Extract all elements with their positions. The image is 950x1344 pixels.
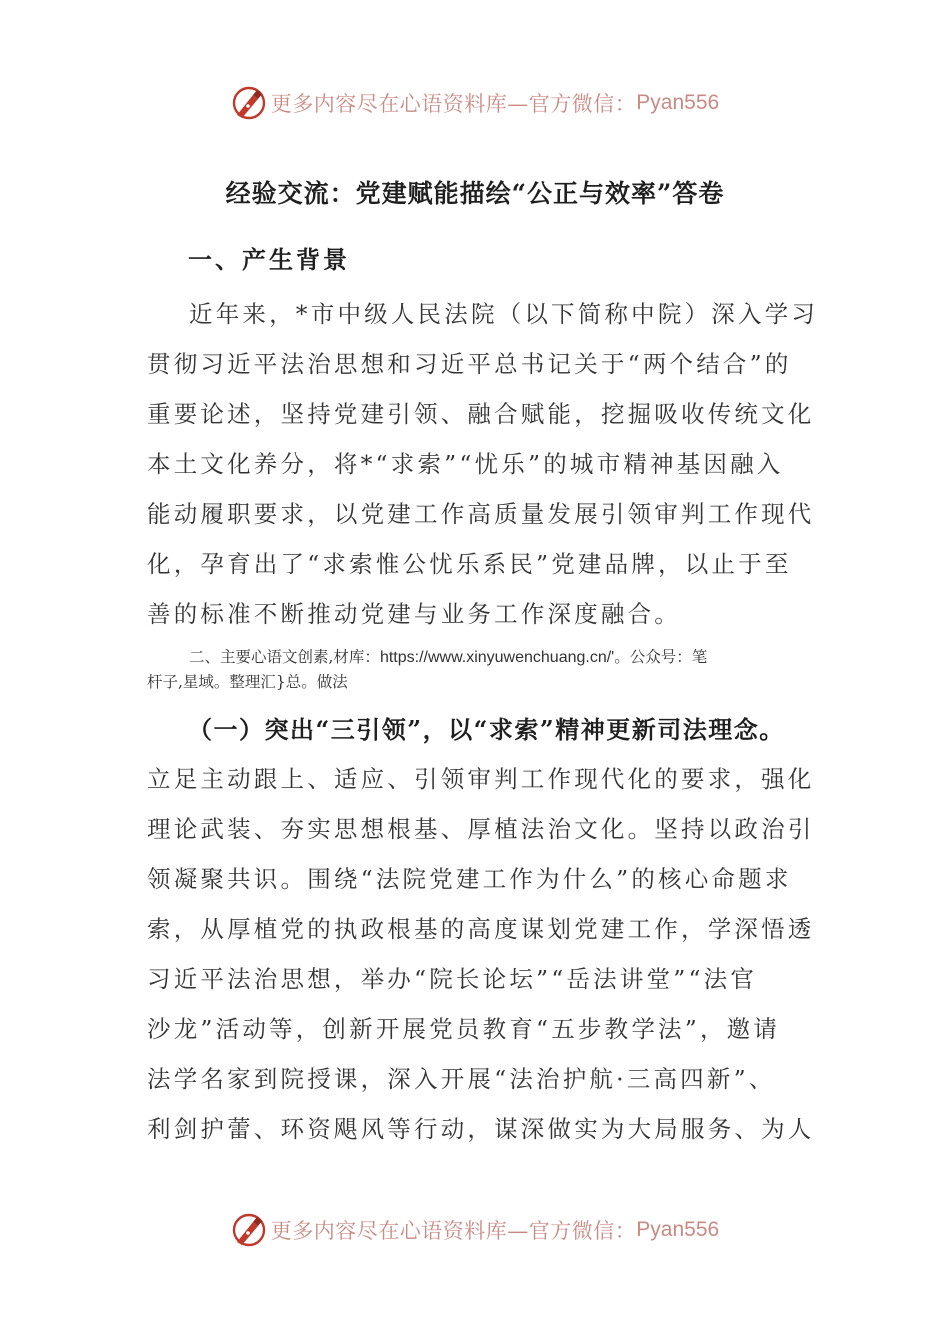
banner-wechat-id: Pyan556 xyxy=(636,91,720,114)
document-title: 经验交流：党建赋能描绘“公正与效率”答卷 xyxy=(225,179,725,208)
subsection-heading: （一）突出“三引领”，以“求索”精神更新司法理念。 xyxy=(188,715,785,744)
note-suffix: 。公众号：笔 xyxy=(614,648,708,666)
paragraph-line: 领凝聚共识。围绕“法院党建工作为什么”的核心命题求 xyxy=(147,865,792,893)
note-url-link[interactable]: https://www.xinyuwenchuang.cn/' xyxy=(379,649,615,666)
note-line-2: 杆子,星域。整理汇}总。做法 xyxy=(147,673,348,691)
paragraph-line: 立足主动跟上、适应、引领审判工作现代化的要求，强化 xyxy=(147,765,815,793)
background-paragraph xyxy=(147,289,827,639)
paragraph-line: 能动履职要求，以党建工作高质量发展引领审判工作现代 xyxy=(147,500,815,528)
source-note xyxy=(147,645,837,695)
paragraph-line: 法学名家到院授课，深入开展“法治护航·三高四新”、 xyxy=(147,1065,776,1093)
pen-nib-logo-icon xyxy=(231,1212,267,1248)
paragraph-line: 理论武装、夯实思想根基、厚植法治文化。坚持以政治引 xyxy=(147,815,815,843)
banner-text: 更多内容尽在心语资料库—官方微信： xyxy=(270,92,637,116)
paragraph-line: 索，从厚植党的执政根基的高度谋划党建工作，学深悟透 xyxy=(147,915,815,943)
paragraph-line: 贯彻习近平法治思想和习近平总书记关于“两个结合”的 xyxy=(147,350,792,378)
paragraph-line: 化，孕育出了“求索惟公忧乐系民”党建品牌，以止于至 xyxy=(147,550,792,578)
header-banner xyxy=(0,83,950,123)
section-heading-background: 一、产生背景 xyxy=(188,245,350,274)
paragraph-line: 重要论述，坚持党建引领、融合赋能，挖掘吸收传统文化 xyxy=(147,400,815,428)
practice-paragraph xyxy=(147,754,827,1154)
paragraph-line: 近年来，*市中级人民法院（以下简称中院）深入学习 xyxy=(189,300,819,328)
note-prefix: 二、主要心语文创素,材库： xyxy=(189,648,380,666)
paragraph-line: 善的标准不断推动党建与业务工作深度融合。 xyxy=(147,600,681,628)
pen-nib-logo-icon xyxy=(231,85,267,121)
paragraph-line: 沙龙”活动等，创新开展党员教育“五步教学法”，邀请 xyxy=(147,1015,781,1043)
paragraph-line: 习近平法治思想，举办“院长论坛”“岳法讲堂”“法官 xyxy=(147,965,758,993)
banner-text: 更多内容尽在心语资料库—官方微信： xyxy=(270,1219,637,1243)
banner-wechat-id: Pyan556 xyxy=(636,1218,720,1241)
paragraph-line: 本土文化养分，将*“求索”“忧乐”的城市精神基因融入 xyxy=(147,450,784,478)
paragraph-line: 利剑护蕾、环资飓风等行动，谋深做实为大局服务、为人 xyxy=(147,1115,815,1143)
footer-banner xyxy=(0,1210,950,1250)
